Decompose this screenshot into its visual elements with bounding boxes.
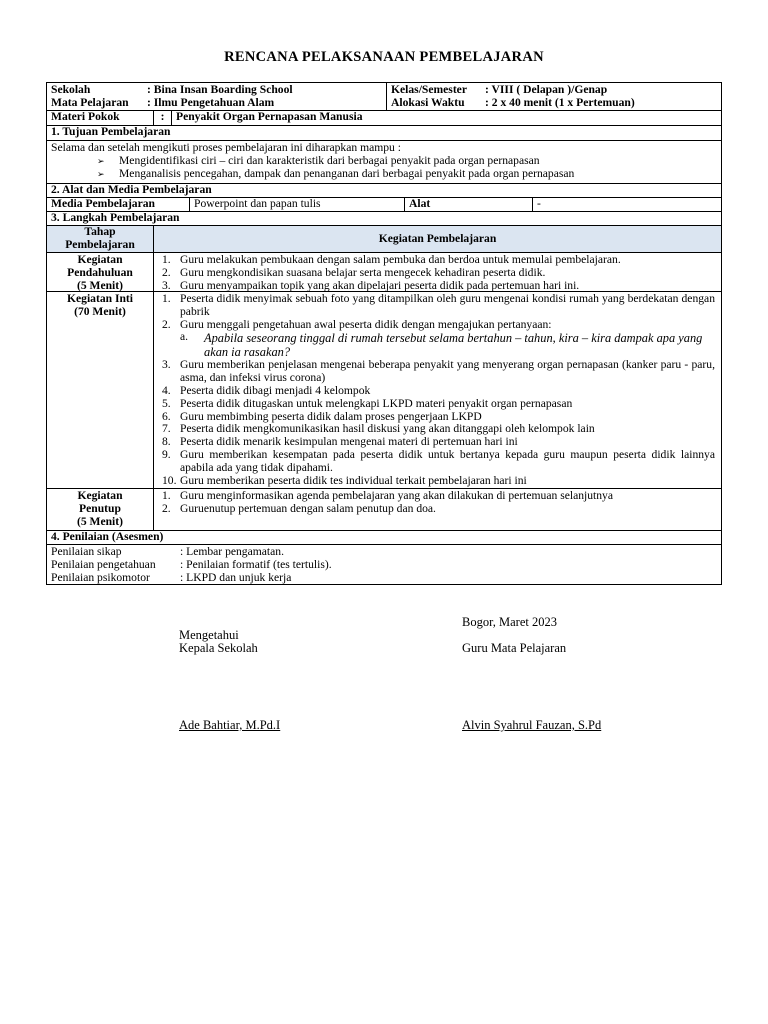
inti-row [47, 292, 721, 489]
col-stage-header: Tahap Pembelajaran [47, 226, 154, 252]
lesson-plan-table [46, 82, 722, 585]
penutup-stage: Kegiatan Penutup (5 Menit) [47, 489, 154, 530]
guru-label: Guru Mata Pelajaran [462, 641, 567, 655]
arrow-bullet-icon: ➢ [97, 168, 105, 179]
penilaian-heading: 4. Penilaian (Asesmen) [47, 531, 721, 545]
sekolah-label: Sekolah [51, 83, 91, 96]
mapel-value: : Ilmu Pengetahuan Alam [147, 95, 275, 109]
inti-stage: Kegiatan Inti (70 Menit) [47, 292, 154, 488]
identity-right [387, 83, 721, 110]
sekolah-value: : Bina Insan Boarding School [147, 83, 293, 96]
tujuan-body [47, 141, 721, 184]
list-item: 1. Guru melakukan pembukaan dengan salam pembuka dan berdoa untuk memulai pembelajaran. [162, 253, 621, 266]
list-item: 6. Guru membimbing peserta didik dalam proses pengerjaan LKPD [162, 409, 482, 423]
kelas-label: Kelas/Semester [391, 83, 467, 96]
list-item: 1. Guru menginformasikan agenda pembelajaran yang akan dilakukan di pertemuan selanjutnya [162, 489, 613, 502]
pengetahuan-value: : Penilaian formatif (tes tertulis). [180, 557, 332, 571]
materi-label: Materi Pokok [47, 111, 154, 125]
alat-heading: 2. Alat dan Media Pembelajaran [47, 184, 721, 198]
place-date: Bogor, Maret 2023 [462, 615, 557, 629]
list-item: 3. Guru memberikan penjelasan mengenai beberapa penyakit yang menyerang organ pernapasan (kanker paru - paru, asma, dan infeksi virus corona) [162, 358, 715, 385]
psikomotor-label: Penilaian psikomotor [51, 570, 150, 584]
langkah-table-header [47, 226, 721, 253]
materi-value: Penyakit Organ Pernapasan Manusia [176, 110, 363, 123]
list-item: 8. Peserta didik menarik kesimpulan mengenai materi di pertemuan hari ini [162, 435, 518, 449]
kepala-label: Kepala Sekolah [179, 641, 258, 655]
langkah-heading: 3. Langkah Pembelajaran [47, 212, 721, 226]
mengetahui-label: Mengetahui [179, 628, 239, 642]
tujuan-item: ➢ Menganalisis pencegahan, dampak dan penanganan dari berbagai penyakit pada organ pernapasan [97, 166, 575, 180]
arrow-bullet-icon: ➢ [97, 155, 105, 166]
sikap-label: Penilaian sikap [51, 545, 122, 558]
list-item: 7. Peserta didik mengkomunikasikan hasil diskusi yang akan ditanggapi oleh kelompok lain [162, 422, 595, 436]
pendahuluan-stage: Kegiatan Pendahuluan (5 Menit) [47, 253, 154, 291]
kepala-name: Ade Bahtiar, M.Pd.I [179, 718, 281, 732]
materi-colon: : [154, 111, 172, 125]
sub-list-item: a. Apabila seseorang tinggal di rumah tersebut selama bertahun – tahun, kira – kira dampak apa yang akan ia rasakan? [180, 330, 703, 360]
list-item: 1. Peserta didik menyimak sebuah foto yang ditampilkan oleh guru mengenai kondisi rumah yang berdekatan dengan pabrik [162, 292, 715, 318]
media-value: Powerpoint dan papan tulis [190, 198, 405, 211]
tujuan-item: ➢ Mengidentifikasi ciri – ciri dan karakteristik dari berbagai penyakit pada organ pernapasan [97, 153, 540, 167]
pengetahuan-label: Penilaian pengetahuan [51, 557, 156, 571]
alat-label: Alat [405, 198, 533, 211]
inti-activities [154, 292, 721, 488]
list-item: 2. Guru menggali pengetahuan awal peserta didik dengan mengajukan pertanyaan: [162, 317, 552, 331]
materi-row [47, 111, 721, 126]
list-item: 10. Guru memberikan peserta didik tes individual terkait pembelajaran hari ini [162, 473, 527, 487]
list-item: 4. Peserta didik dibagi menjadi 4 kelompok [162, 383, 371, 397]
alat-row [47, 198, 721, 212]
list-item: 9. Guru memberikan kesempatan pada peserta didik untuk bertanya kepada guru maupun peserta didik lainnya apabila ada yang tidak dipahami. [162, 447, 715, 474]
alat-value: - [537, 197, 541, 210]
pendahuluan-row [47, 253, 721, 292]
alokasi-value: : 2 x 40 menit (1 x Pertemuan) [485, 95, 635, 109]
alokasi-label: Alokasi Waktu [391, 95, 465, 109]
pendahuluan-activities [154, 253, 721, 291]
list-item: 2. Guru mengkondisikan suasana belajar serta mengecek kehadiran peserta didik. [162, 265, 546, 279]
penutup-row [47, 489, 721, 531]
identity-row [47, 83, 721, 111]
mapel-label: Mata Pelajaran [51, 95, 129, 109]
page-title: RENCANA PELAKSANAAN PEMBELAJARAN [224, 49, 544, 65]
list-item: 3. Guru menyampaikan topik yang akan dipelajari peserta didik pada pertemuan hari ini. [162, 278, 580, 292]
penutup-activities [154, 489, 721, 530]
list-item: 5. Peserta didik ditugaskan untuk melengkapi LKPD materi penyakit organ pernapasan [162, 396, 573, 410]
media-label: Media Pembelajaran [47, 198, 190, 211]
guru-name: Alvin Syahrul Fauzan, S.Pd [462, 718, 602, 732]
list-item: 2. Guruenutup pertemuan dengan salam penutup dan doa. [162, 501, 436, 515]
identity-left [47, 83, 387, 110]
sikap-value: : Lembar pengamatan. [180, 545, 284, 558]
col-activity-header: Kegiatan Pembelajaran [378, 231, 497, 245]
penilaian-body [47, 545, 721, 584]
kelas-value: : VIII ( Delapan )/Genap [485, 83, 608, 96]
tujuan-intro: Selama dan setelah mengikuti proses pembelajaran ini diharapkan mampu : [51, 141, 401, 154]
psikomotor-value: : LKPD dan unjuk kerja [180, 570, 292, 584]
tujuan-heading: 1. Tujuan Pembelajaran [47, 126, 721, 141]
